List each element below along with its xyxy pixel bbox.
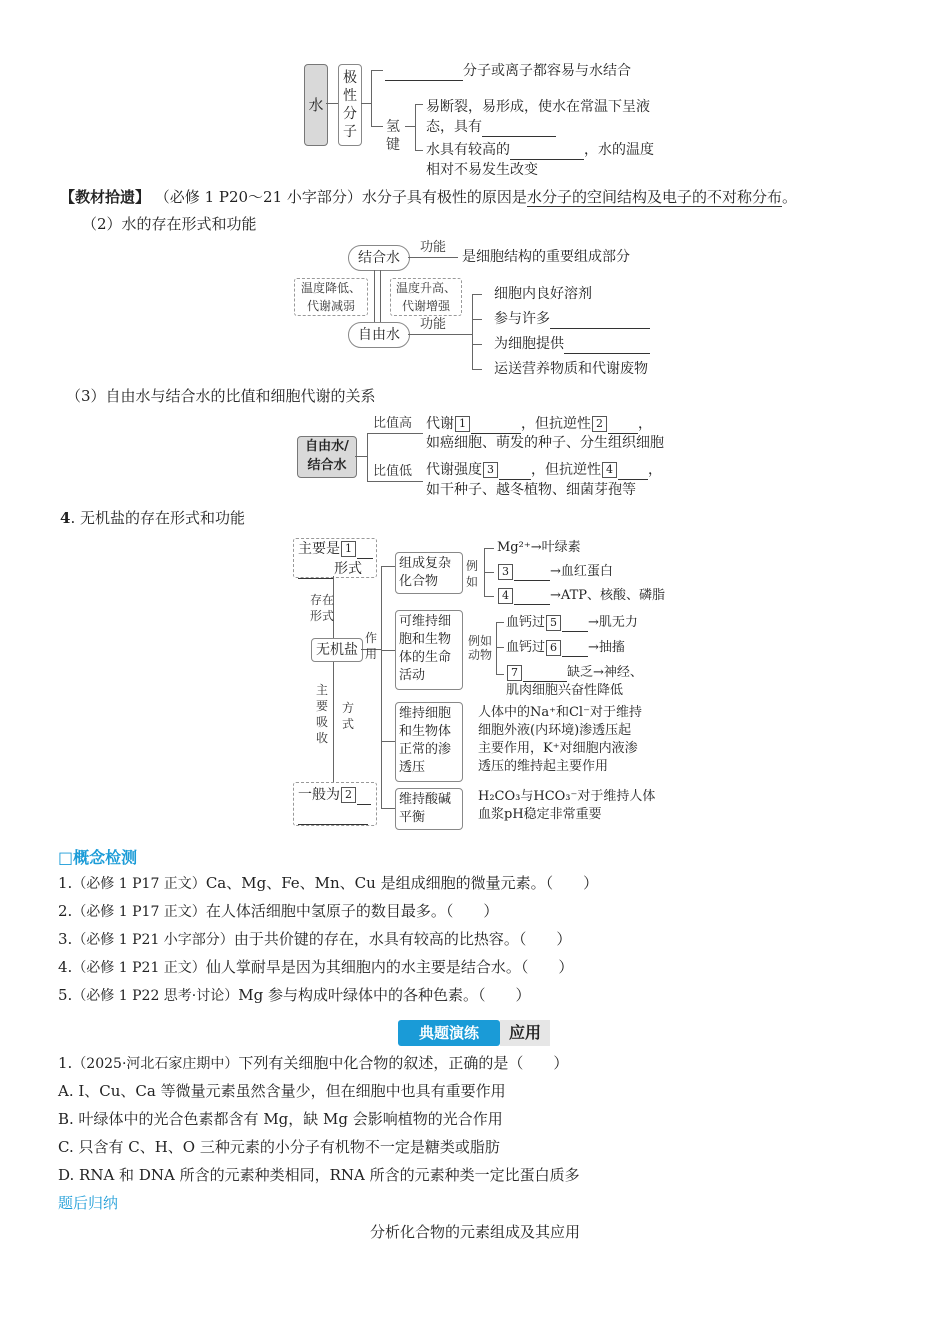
water-label: 水 bbox=[308, 96, 324, 114]
method-label: 方式 bbox=[341, 701, 354, 731]
cooling-box: 温度降低、 代谢减弱 bbox=[294, 278, 368, 316]
concept-item-source: （必修 1 P17 正文） bbox=[72, 904, 206, 920]
bound-water-node: 结合水 bbox=[348, 245, 410, 271]
c2-row2: 血钙过 6 →抽搐 bbox=[506, 640, 625, 655]
exist-form-label: 存在形式 bbox=[310, 593, 335, 623]
ratio-low-line: 代谢强度 3 ，但抗逆性 4 ， bbox=[426, 462, 662, 478]
concept-item-text: 由于共价键的存在，水具有较高的比热容。（ ） bbox=[233, 930, 572, 948]
c4-line2: 血浆pH稳定非常重要 bbox=[478, 807, 602, 822]
c3-line4: 透压的维持起主要作用 bbox=[478, 759, 609, 774]
warming-box: 温度升高、 代谢增强 bbox=[390, 278, 462, 316]
concept-item-text: 在人体活细胞中氢原子的数目最多。（ ） bbox=[205, 902, 499, 920]
c1-row2: 3 →血红蛋白 bbox=[497, 563, 613, 581]
hbond-line1: 易断裂，易形成，使水在常温下呈液 bbox=[426, 99, 650, 115]
c4-line1: H₂CO₃与HCO₃⁻对于维持人体 bbox=[478, 789, 656, 804]
function-label: 作用 bbox=[364, 631, 377, 661]
summary-label: 题后归纳 bbox=[58, 1194, 119, 1212]
section3-title: （3）自由水与结合水的比值和细胞代谢的关系 bbox=[66, 387, 376, 405]
polar-molecule-label: 极性分子 bbox=[343, 70, 357, 140]
concept-item-source: （必修 1 P17 正文） bbox=[72, 876, 206, 892]
summary-title: 分析化合物的元素组成及其应用 bbox=[369, 1223, 580, 1241]
life-activity-box: 可维持细胞和生物体的生命活动 bbox=[395, 610, 463, 690]
concept-item-source: （必修 1 P21 小字部分） bbox=[72, 932, 234, 948]
concept-item-number: 3. bbox=[58, 930, 73, 948]
ratio-low-example: 如干种子、越冬植物、细菌芽孢等 bbox=[426, 482, 636, 498]
bound-function-text: 是细胞结构的重要组成部分 bbox=[462, 249, 630, 265]
practice-banner-apply: 应用 bbox=[500, 1020, 550, 1046]
ratio-high-example: 如癌细胞、萌发的种子、分生组织细胞 bbox=[426, 435, 664, 451]
polar-line1: 分子或离子都容易与水结合 bbox=[385, 61, 631, 81]
ratio-high-line: 代谢 1 ，但抗逆性 2 ， bbox=[426, 416, 652, 432]
absorb-box: 一般为 2 bbox=[293, 782, 377, 826]
concept-item bbox=[58, 956, 573, 979]
concept-item bbox=[58, 872, 598, 895]
ratio-high-label: 比值高 bbox=[373, 416, 413, 431]
textbook-pickup: 【教材拾遗】 （必修 1 P20～21 小字部分）水分子具有极性的原因是水分子的空间结构及电子的不对称分布。 bbox=[60, 188, 797, 206]
c3-line1: 人体中的Na⁺和Cl⁻对于维持 bbox=[478, 705, 642, 720]
concept-item-number: 5. bbox=[58, 986, 73, 1004]
concept-item bbox=[58, 900, 498, 923]
c1-row1: Mg²⁺→叶绿素 bbox=[497, 540, 581, 555]
osmotic-box: 维持细胞和生物体正常的渗透压 bbox=[395, 702, 463, 782]
option-b: B. 叶绿体中的光合色素都含有 Mg，缺 Mg 会影响植物的光合作用 bbox=[58, 1110, 503, 1128]
section2-title: （2）水的存在形式和功能 bbox=[82, 215, 257, 233]
concept-item-text: Mg 参与构成叶绿体中的各种色素。（ ） bbox=[238, 986, 531, 1004]
acid-base-box: 维持酸碱平衡 bbox=[395, 788, 463, 830]
c3-line3: 主要作用，K⁺对细胞内液渗 bbox=[478, 741, 638, 756]
concept-item-number: 1. bbox=[58, 874, 73, 892]
concept-item-number: 2. bbox=[58, 902, 73, 920]
mainly-form-box: 主要是 1 形式 bbox=[293, 538, 377, 578]
concept-item-text: 仙人掌耐旱是因为其细胞内的水主要是结合水。（ ） bbox=[205, 958, 574, 976]
concept-item-source: （必修 1 P22 思考·讨论） bbox=[72, 988, 239, 1004]
free-water-node: 自由水 bbox=[348, 322, 410, 348]
option-c: C. 只含有 C、H、O 三种元素的小分子有机物不一定是糖类或脂肪 bbox=[58, 1138, 500, 1156]
practice-banner: 典题演练 bbox=[398, 1020, 500, 1046]
section4-title: 4. 无机盐的存在形式和功能 bbox=[60, 509, 245, 527]
c1-row3: 4 →ATP、核酸、磷脂 bbox=[497, 587, 665, 605]
question-1: 1.（2025·河北石家庄期中）下列有关细胞中化合物的叙述，正确的是（ ） bbox=[58, 1054, 569, 1072]
c3-line2: 细胞外液(内环境)渗透压起 bbox=[478, 723, 632, 738]
option-d: D. RNA 和 DNA 所含的元素种类相同，RNA 所含的元素种类一定比蛋白质多 bbox=[58, 1166, 580, 1184]
concept-item-text: Ca、Mg、Fe、Mn、Cu 是组成细胞的微量元素。（ ） bbox=[205, 874, 599, 892]
c2-row1: 血钙过 5 →肌无力 bbox=[506, 615, 638, 630]
free-func-2: 参与许多 bbox=[494, 309, 650, 329]
polar-molecule-box bbox=[338, 64, 362, 146]
inorganic-salt-node: 无机盐 bbox=[311, 638, 363, 662]
free-func-3: 为细胞提供 bbox=[494, 334, 650, 354]
c2-row3: 7 缺乏→神经、 bbox=[506, 664, 643, 682]
c1-example-label: 例如 bbox=[465, 559, 478, 589]
ratio-box: 自由水/ 结合水 bbox=[297, 436, 357, 478]
complex-compound-box: 组成复杂化合物 bbox=[395, 552, 463, 594]
free-func-1: 细胞内良好溶剂 bbox=[494, 286, 592, 302]
hbond-line2: 态，具有 bbox=[426, 117, 556, 137]
main-absorb-label: 主要吸收 bbox=[315, 683, 328, 745]
concept-check-title: □概念检测 bbox=[58, 848, 138, 867]
concept-item-source: （必修 1 P21 正文） bbox=[72, 960, 206, 976]
concept-item-number: 4. bbox=[58, 958, 73, 976]
water-box bbox=[304, 64, 328, 146]
option-a: A. I、Cu、Ca 等微量元素虽然含量少，但在细胞中也具有重要作用 bbox=[58, 1082, 506, 1100]
hbond-line3: 水具有较高的 ，水的温度 bbox=[426, 142, 654, 158]
c2-example-label: 例如动物 bbox=[467, 634, 492, 662]
free-function-label: 功能 bbox=[420, 317, 447, 332]
c2-row4: 肌肉细胞兴奋性降低 bbox=[506, 683, 624, 698]
hbond-line4: 相对不易发生改变 bbox=[426, 162, 538, 178]
ratio-low-label: 比值低 bbox=[373, 464, 413, 479]
concept-item bbox=[58, 928, 571, 951]
hbond-label: 氢键 bbox=[386, 119, 400, 153]
concept-item bbox=[58, 984, 531, 1007]
free-func-4: 运送营养物质和代谢废物 bbox=[494, 361, 648, 377]
bound-function-label: 功能 bbox=[420, 240, 447, 255]
